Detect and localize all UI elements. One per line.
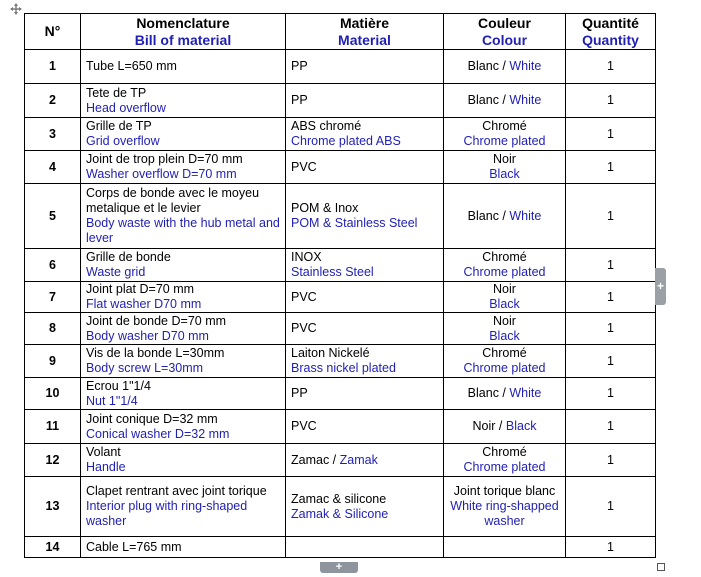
plus-icon: +: [335, 561, 343, 573]
nomenclature-cell[interactable]: Clapet rentrant avec joint torique Interior plug with ring-shaped washer: [81, 477, 286, 537]
nomenclature-cell[interactable]: Joint de trop plein D=70 mm Washer overflow D=70 mm: [81, 151, 286, 184]
table-row: [25, 444, 656, 477]
quantity-cell[interactable]: 1: [566, 477, 656, 537]
colour-cell[interactable]: Chromé Chrome plated: [444, 345, 566, 378]
table-row: [25, 118, 656, 151]
quantity-cell[interactable]: 1: [566, 151, 656, 184]
header-material-en: Material: [338, 31, 391, 48]
header-colour[interactable]: [444, 14, 566, 50]
quantity-cell[interactable]: 1: [566, 282, 656, 313]
material-cell[interactable]: Zamac & silicone Zamak & Silicone: [286, 477, 444, 537]
table-row: [25, 151, 656, 184]
row-number-cell[interactable]: 3: [25, 118, 81, 151]
colour-cell[interactable]: Blanc / White: [444, 378, 566, 410]
row-number-cell[interactable]: 5: [25, 184, 81, 249]
nomenclature-cell[interactable]: Joint conique D=32 mm Conical washer D=32 mm: [81, 410, 286, 444]
nomenclature-cell[interactable]: Cable L=765 mm: [81, 537, 286, 558]
row-number-cell[interactable]: 12: [25, 444, 81, 477]
table-header-row: [25, 14, 656, 50]
nomenclature-cell[interactable]: Tube L=650 mm: [81, 50, 286, 84]
material-cell[interactable]: [286, 537, 444, 558]
quantity-cell[interactable]: 1: [566, 50, 656, 84]
nomenclature-cell[interactable]: Joint plat D=70 mm Flat washer D70 mm: [81, 282, 286, 313]
row-number-cell[interactable]: 11: [25, 410, 81, 444]
material-cell[interactable]: PP: [286, 50, 444, 84]
row-number-cell[interactable]: 9: [25, 345, 81, 378]
plus-icon: +: [656, 279, 664, 293]
nomenclature-cell[interactable]: Grille de bonde Waste grid: [81, 249, 286, 282]
header-quantity-en: Quantity: [582, 31, 639, 48]
header-material[interactable]: [286, 14, 444, 50]
quantity-cell[interactable]: 1: [566, 249, 656, 282]
row-number-cell[interactable]: 10: [25, 378, 81, 410]
table-row: [25, 184, 656, 249]
row-number-cell[interactable]: 6: [25, 249, 81, 282]
table-row: [25, 282, 656, 313]
table-row: [25, 249, 656, 282]
quantity-cell[interactable]: 1: [566, 444, 656, 477]
header-nomenclature-fr: Nomenclature: [136, 14, 230, 31]
quantity-cell[interactable]: 1: [566, 537, 656, 558]
row-number-cell[interactable]: 7: [25, 282, 81, 313]
colour-cell[interactable]: Chromé Chrome plated: [444, 444, 566, 477]
nomenclature-cell[interactable]: Vis de la bonde L=30mm Body screw L=30mm: [81, 345, 286, 378]
header-quantity-fr: Quantité: [582, 14, 639, 31]
move-arrows-icon[interactable]: [10, 3, 22, 15]
material-cell[interactable]: PP: [286, 378, 444, 410]
material-cell[interactable]: PVC: [286, 410, 444, 444]
quantity-cell[interactable]: 1: [566, 84, 656, 118]
add-column-button[interactable]: [320, 562, 358, 573]
colour-cell[interactable]: Blanc / White: [444, 84, 566, 118]
quantity-cell[interactable]: 1: [566, 313, 656, 345]
colour-cell[interactable]: [444, 537, 566, 558]
material-cell[interactable]: PP: [286, 84, 444, 118]
table-row: [25, 345, 656, 378]
row-number-cell[interactable]: 2: [25, 84, 81, 118]
table-row: [25, 378, 656, 410]
table-row: [25, 410, 656, 444]
header-colour-fr: Couleur: [478, 14, 531, 31]
row-number-cell[interactable]: 13: [25, 477, 81, 537]
table-resize-handle[interactable]: [657, 563, 665, 571]
nomenclature-cell[interactable]: Joint de bonde D=70 mm Body washer D70 mm: [81, 313, 286, 345]
table-row: [25, 50, 656, 84]
header-number[interactable]: N°: [25, 14, 81, 50]
quantity-cell[interactable]: 1: [566, 118, 656, 151]
material-cell[interactable]: PVC: [286, 313, 444, 345]
quantity-cell[interactable]: 1: [566, 345, 656, 378]
colour-cell[interactable]: Chromé Chrome plated: [444, 118, 566, 151]
quantity-cell[interactable]: 1: [566, 184, 656, 249]
colour-cell[interactable]: Noir / Black: [444, 410, 566, 444]
colour-cell[interactable]: Joint torique blanc White ring-shapped washer: [444, 477, 566, 537]
material-cell[interactable]: ABS chromé Chrome plated ABS: [286, 118, 444, 151]
header-material-fr: Matière: [339, 14, 390, 31]
material-cell[interactable]: POM & Inox POM & Stainless Steel: [286, 184, 444, 249]
header-nomenclature-en: Bill of material: [134, 31, 232, 48]
table-row: [25, 537, 656, 558]
material-cell[interactable]: PVC: [286, 151, 444, 184]
nomenclature-cell[interactable]: Corps de bonde avec le moyeu metalique et le levier Body waste with the hub metal and lever: [81, 184, 286, 249]
row-number-cell[interactable]: 4: [25, 151, 81, 184]
material-cell[interactable]: Laiton Nickelé Brass nickel plated: [286, 345, 444, 378]
header-nomenclature[interactable]: [81, 14, 286, 50]
row-number-cell[interactable]: 8: [25, 313, 81, 345]
material-cell[interactable]: PVC: [286, 282, 444, 313]
nomenclature-cell[interactable]: Ecrou 1"1/4 Nut 1"1/4: [81, 378, 286, 410]
colour-cell[interactable]: Noir Black: [444, 282, 566, 313]
colour-cell[interactable]: Noir Black: [444, 313, 566, 345]
add-row-button[interactable]: [655, 268, 666, 305]
quantity-cell[interactable]: 1: [566, 410, 656, 444]
bill-of-material-table: [24, 13, 656, 558]
row-number-cell[interactable]: 1: [25, 50, 81, 84]
row-number-cell[interactable]: 14: [25, 537, 81, 558]
table-row: [25, 477, 656, 537]
nomenclature-cell[interactable]: Grille de TP Grid overflow: [81, 118, 286, 151]
table-row: [25, 84, 656, 118]
header-quantity[interactable]: [566, 14, 656, 50]
colour-cell[interactable]: Blanc / White: [444, 184, 566, 249]
quantity-cell[interactable]: 1: [566, 378, 656, 410]
material-cell[interactable]: Zamac / Zamak: [286, 444, 444, 477]
table-row: [25, 313, 656, 345]
nomenclature-cell[interactable]: Tete de TP Head overflow: [81, 84, 286, 118]
colour-cell[interactable]: Noir Black: [444, 151, 566, 184]
material-cell[interactable]: INOX Stainless Steel: [286, 249, 444, 282]
colour-cell[interactable]: Blanc / White: [444, 50, 566, 84]
colour-cell[interactable]: Chromé Chrome plated: [444, 249, 566, 282]
nomenclature-cell[interactable]: Volant Handle: [81, 444, 286, 477]
header-colour-en: Colour: [481, 31, 528, 48]
